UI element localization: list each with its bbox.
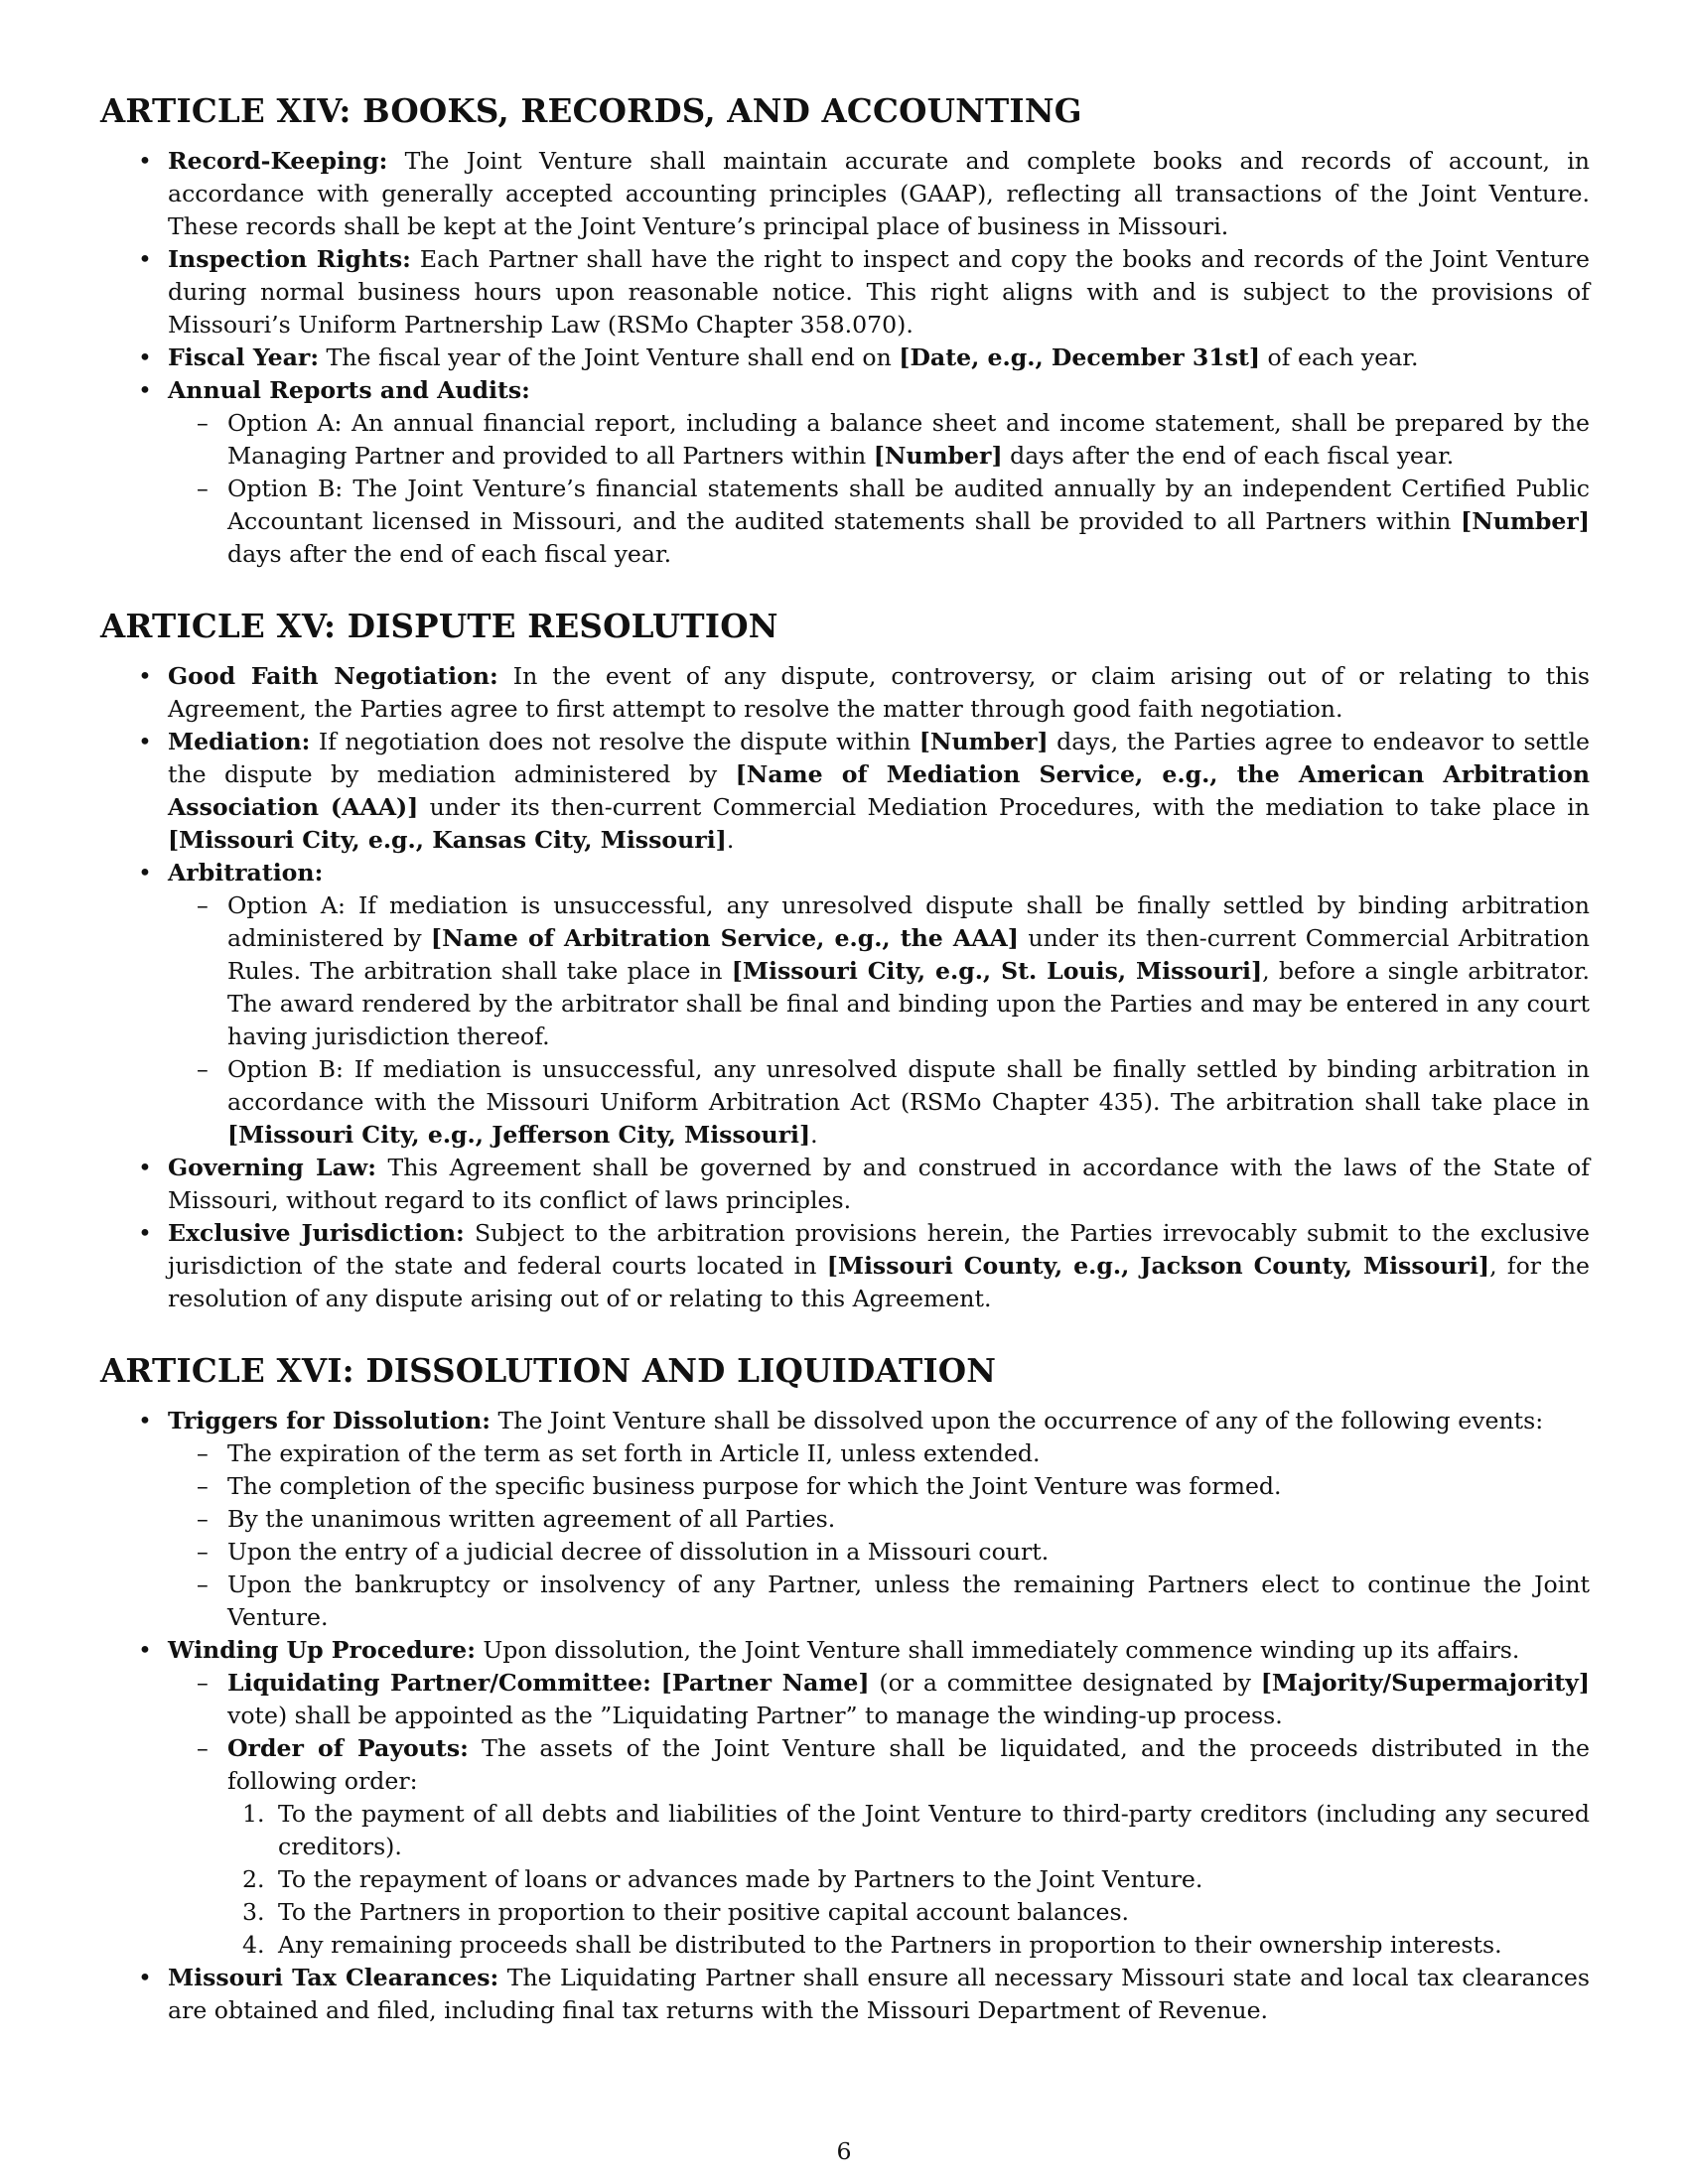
placeholder-field: [Missouri City, e.g., St. Louis, Missouri] [731, 957, 1263, 985]
item-label: Record-Keeping: [168, 147, 388, 175]
article-16 [100, 1351, 1590, 2027]
placeholder-field: [Missouri County, e.g., Jackson County, Missouri] [826, 1252, 1490, 1280]
item-label: Missouri Tax Clearances: [168, 1964, 499, 1991]
list-item-exclusive-jurisdiction [168, 1217, 1590, 1315]
item-text: of each year. [1260, 343, 1419, 371]
list-item-annual-reports [168, 374, 1590, 571]
item-text: Each Partner shall have the right to inspect and copy the books and records of the Joint Venture during normal business hours upon reasonable notice. This right aligns with and is subject to the provisions of Missouri’s Uniform Partnership Law (RSMo Chapter 358.070). [168, 245, 1590, 339]
item-text: days after the end of each fiscal year. [227, 540, 672, 568]
placeholder-field: [Date, e.g., December 31st] [899, 343, 1261, 371]
trigger-item: – Upon the bankruptcy or insolvency of any Partner, unless the remaining Partners elect to continue the Joint Venture. [227, 1569, 1590, 1634]
placeholder-field: [Number] [918, 728, 1049, 755]
item-label: Winding Up Procedure: [168, 1636, 476, 1664]
item-label: Mediation: [168, 728, 311, 755]
article-15-list [100, 660, 1590, 1315]
item-text: under its then-current Commercial Arbitration Rules. The arbitration shall take place in [227, 924, 1590, 985]
payout-item [242, 1798, 1590, 1863]
item-label: Inspection Rights: [168, 245, 411, 273]
item-text: Any remaining proceeds shall be distributed to the Partners in proportion to their ownership interests. [278, 1931, 1502, 1959]
item-label: Annual Reports and Audits: [168, 376, 530, 404]
item-number: 2. [242, 1865, 265, 1893]
item-text: Option B: If mediation is unsuccessful, any unresolved dispute shall be finally settled by binding arbitration in accordance with the Missouri Uniform Arbitration Act (RSMo Chapter 435). The arbitration shall take place in [227, 1055, 1590, 1116]
item-text: Upon dissolution, the Joint Venture shall immediately commence winding up its affairs. [475, 1636, 1520, 1664]
item-text: . [810, 1121, 818, 1149]
page-content [100, 91, 1590, 2027]
item-text: , before a single arbitrator. The award rendered by the arbitrator shall be final and binding upon the Parties and may be entered in any court having jurisdiction thereof. [227, 957, 1591, 1050]
option-b [227, 1053, 1590, 1152]
item-text: The Joint Venture shall maintain accurate and complete books and records of account, in accordance with generally accepted accounting principles (GAAP), reflecting all transactions of the Joint Venture. These records shall be kept at the Joint Venture’s principal place of business in Missouri. [168, 147, 1590, 240]
item-number: 1. [242, 1800, 265, 1828]
payout-item [242, 1929, 1590, 1962]
list-item-governing-law [168, 1152, 1590, 1217]
list-item-triggers [168, 1405, 1590, 1634]
placeholder-field: [Number] [1461, 507, 1590, 535]
item-text: The Joint Venture shall be dissolved upon the occurrence of any of the following events: [491, 1407, 1544, 1434]
item-label: Triggers for Dissolution: [168, 1407, 492, 1434]
item-text: days, the Parties agree to endeavor to settle the dispute by mediation administered by [168, 728, 1590, 788]
list-item-inspection-rights [168, 243, 1590, 341]
article-14-list [100, 145, 1590, 571]
item-text: (or a committee designated by [869, 1669, 1261, 1697]
item-number: 3. [242, 1898, 265, 1926]
article-15 [100, 607, 1590, 1315]
article-16-list [100, 1405, 1590, 2027]
item-number: 4. [242, 1931, 265, 1959]
item-text: To the repayment of loans or advances made by Partners to the Joint Venture. [278, 1865, 1203, 1893]
page-number: 6 [836, 2137, 852, 2165]
list-item-good-faith [168, 660, 1590, 726]
item-text: The assets of the Joint Venture shall be liquidated, and the proceeds distributed in the following order: [227, 1734, 1591, 1795]
item-text: vote) shall be appointed as the ”Liquidating Partner” to manage the winding-up process. [227, 1702, 1283, 1729]
item-text: under its then-current Commercial Mediation Procedures, with the mediation to take place in [418, 793, 1590, 821]
placeholder-field: [Majority/Supermajority] [1260, 1669, 1590, 1697]
placeholder-field: [Name of Arbitration Service, e.g., the AAA] [430, 924, 1019, 952]
article-15-title: ARTICLE XV: DISPUTE RESOLUTION [100, 607, 778, 645]
item-label: Fiscal Year: [168, 343, 320, 371]
placeholder-field: [Number] [873, 442, 1003, 470]
trigger-item: – The expiration of the term as set forth in Article II, unless extended. [227, 1437, 1590, 1470]
option-b [227, 473, 1590, 571]
item-label: Order of Payouts: [227, 1734, 469, 1762]
payout-item [242, 1863, 1590, 1896]
item-label: Governing Law: [168, 1154, 376, 1181]
item-text: Subject to the arbitration provisions herein, the Parties irrevocably submit to the exclusive jurisdiction of the state and federal courts located in [168, 1219, 1591, 1280]
item-label: Liquidating Partner/Committee: [227, 1669, 651, 1697]
trigger-item: – By the unanimous written agreement of all Parties. [227, 1503, 1590, 1536]
item-text: The Liquidating Partner shall ensure all necessary Missouri state and local tax clearances are obtained and filed, including final tax returns with the Missouri Department of Revenue. [168, 1964, 1590, 2024]
list-item-record-keeping [168, 145, 1590, 243]
annual-reports-options [168, 407, 1590, 571]
item-text: days after the end of each fiscal year. [1002, 442, 1455, 470]
placeholder-field: [Partner Name] [660, 1669, 870, 1697]
item-text: If negotiation does not resolve the dispute within [310, 728, 919, 755]
order-of-payouts [227, 1732, 1590, 1962]
item-text: This Agreement shall be governed by and construed in accordance with the laws of the State of Missouri, without regard to its conflict of laws principles. [168, 1154, 1590, 1214]
triggers-list [168, 1437, 1590, 1634]
list-item-arbitration [168, 857, 1590, 1152]
item-text: To the payment of all debts and liabilities of the Joint Venture to third-party creditors (including any secured creditors). [278, 1800, 1590, 1860]
article-16-title: ARTICLE XVI: DISSOLUTION AND LIQUIDATION [100, 1351, 997, 1390]
article-14 [100, 91, 1590, 571]
liquidating-partner [227, 1667, 1590, 1732]
winding-up-list [168, 1667, 1590, 1962]
list-item-winding-up [168, 1634, 1590, 1962]
option-a [227, 407, 1590, 473]
trigger-item: – Upon the entry of a judicial decree of dissolution in a Missouri court. [227, 1536, 1590, 1569]
list-item-fiscal-year [168, 341, 1590, 374]
payout-item [242, 1896, 1590, 1929]
placeholder-field: [Name of Mediation Service, e.g., the American Arbitration Association (AAA)] [168, 760, 1590, 821]
item-text: Option A: If mediation is unsuccessful, any unresolved dispute shall be finally settled by binding arbitration administered by [227, 891, 1590, 952]
item-label: Good Faith Negotiation: [168, 662, 498, 690]
trigger-item: – The completion of the specific business purpose for which the Joint Venture was formed. [227, 1470, 1590, 1503]
item-text: Option B: The Joint Venture’s financial statements shall be audited annually by an independent Certified Public Accountant licensed in Missouri, and the audited statements shall be provided to all Partners within [227, 475, 1590, 535]
arbitration-options [168, 889, 1590, 1152]
list-item-mediation [168, 726, 1590, 857]
item-text: The fiscal year of the Joint Venture shall end on [319, 343, 900, 371]
placeholder-field: [Missouri City, e.g., Jefferson City, Missouri] [227, 1121, 811, 1149]
item-text: To the Partners in proportion to their positive capital account balances. [278, 1898, 1130, 1926]
option-a [227, 889, 1590, 1053]
item-label: Arbitration: [168, 859, 324, 887]
item-text: . [726, 826, 735, 854]
list-item-tax-clearances [168, 1962, 1590, 2027]
item-text: , for the resolution of any dispute arising out of or relating to this Agreement. [168, 1252, 1590, 1312]
article-14-title: ARTICLE XIV: BOOKS, RECORDS, AND ACCOUNTING [100, 91, 1082, 130]
payouts-list [227, 1798, 1590, 1962]
item-label: Exclusive Jurisdiction: [168, 1219, 465, 1247]
placeholder-field: [Missouri City, e.g., Kansas City, Missouri] [168, 826, 727, 854]
item-text: Option A: An annual financial report, including a balance sheet and income statement, shall be prepared by the Managing Partner and provided to all Partners within [227, 409, 1590, 470]
item-text: In the event of any dispute, controversy, or claim arising out of or relating to this Agreement, the Parties agree to first attempt to resolve the matter through good faith negotiation. [168, 662, 1590, 723]
